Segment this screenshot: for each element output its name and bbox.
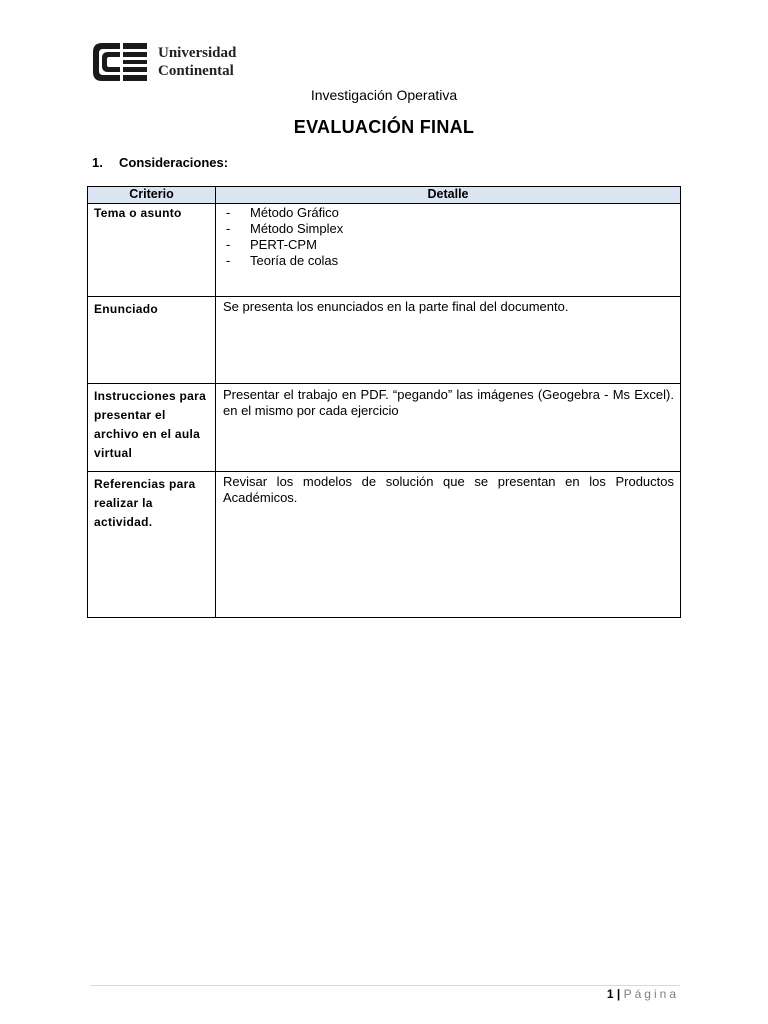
section-number: 1. [92, 155, 103, 170]
university-logo [90, 40, 236, 84]
table-row [88, 384, 681, 472]
row-detalle: Se presenta los enunciados en la parte final del documento. [216, 297, 681, 384]
topic-list [226, 205, 674, 269]
section-label: Consideraciones: [119, 155, 229, 170]
table-row [88, 297, 681, 384]
footer-divider [90, 985, 680, 986]
row-criterio: Enunciado [88, 297, 216, 384]
logo-line-2: Continental [158, 63, 234, 79]
course-name: Investigación Operativa [310, 87, 458, 103]
footer-separator: | [616, 987, 621, 1001]
header-criterio: Criterio [88, 187, 216, 204]
table-row [88, 472, 681, 618]
document-title: EVALUACIÓN FINAL [293, 117, 475, 137]
university-logo-icon [90, 40, 150, 84]
row-criterio: Tema o asunto [88, 204, 216, 297]
row-detalle: Presentar el trabajo en PDF. “pegando” las imágenes (Geogebra - Ms Excel). en el mismo por cada ejercicio [216, 384, 681, 472]
page-footer [607, 987, 679, 1001]
list-item: - PERT-CPM [226, 237, 317, 252]
considerations-table [87, 186, 681, 618]
list-item: - Teoría de colas [226, 253, 339, 268]
list-item: - Método Gráfico [226, 205, 339, 220]
row-criterio: Referencias para realizar la actividad. [88, 472, 216, 618]
page-number: 1 [606, 987, 614, 1001]
row-detalle [216, 204, 681, 297]
row-criterio: Instrucciones para presentar el archivo en el aula virtual [88, 384, 216, 472]
page-word: Página [623, 987, 679, 1001]
section-heading [92, 155, 228, 170]
table-header-row [88, 187, 681, 204]
row-detalle: Revisar los modelos de solución que se presentan en los Productos Académicos. [216, 472, 681, 618]
header-detalle: Detalle [216, 187, 681, 204]
table-row [88, 204, 681, 297]
list-item: - Método Simplex [226, 221, 344, 236]
logo-line-1: Universidad [158, 45, 237, 61]
